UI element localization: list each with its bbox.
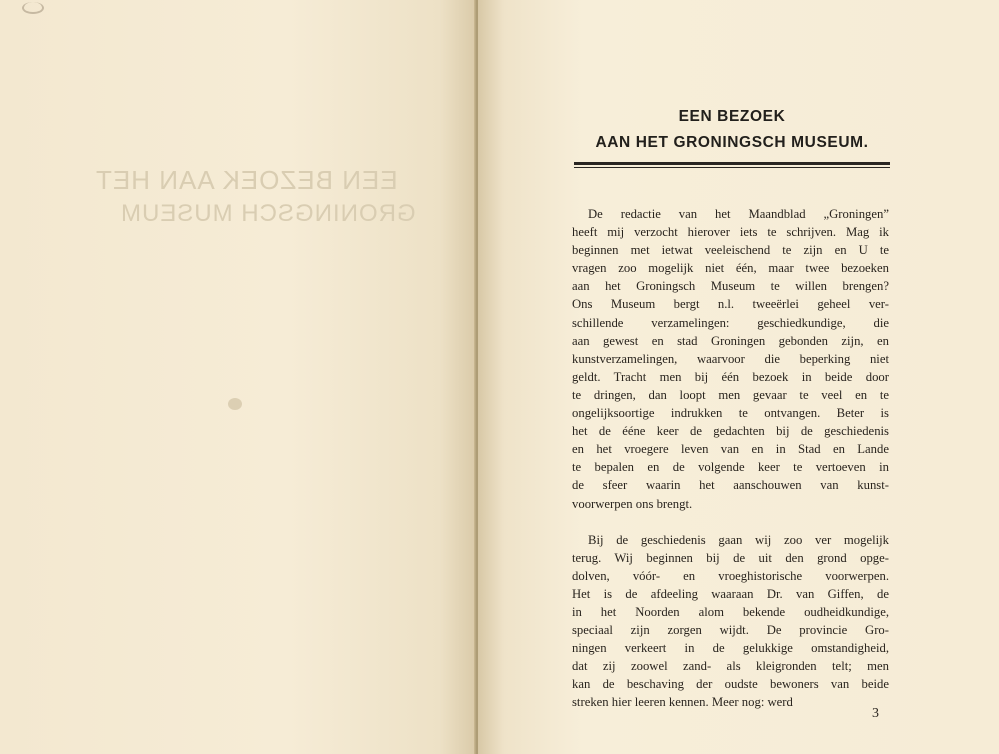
paragraph-1 (572, 205, 889, 513)
text-line: aan gewest en stad Groningen gebonden zijn, en (572, 333, 889, 348)
left-page (0, 0, 478, 754)
text-line: geldt. Tracht men bij één bezoek in beide door (572, 369, 889, 384)
text-line: heeft mij verzocht hierover iets te schrijven. Mag ik (572, 225, 889, 240)
text-line: beginnen met ietwat veeleischend te zijn en U te (572, 243, 889, 258)
text-line: terug. Wij beginnen bij de uit den grond opge- (572, 550, 889, 565)
title-rule-thick (574, 162, 890, 165)
text-line: te bepalen en de volgende keer te vertoeven in (572, 460, 889, 475)
text-line: kunstverzamelingen, waarvoor die beperking niet (572, 351, 889, 366)
text-line: te dringen, dan loopt men gevaar te veel en te (572, 387, 889, 402)
text-line: de sfeer waarin het aanschouwen van kunst- (572, 478, 889, 493)
text-line: Het is de afdeeling waaraan Dr. van Giffen, de (572, 586, 889, 601)
article-body (572, 205, 889, 712)
text-line: aan het Groningsch Museum te willen brengen? (572, 279, 889, 294)
text-line: ongelijksoortige indrukken te ontvangen. Beter is (572, 406, 889, 421)
text-line: Ons Museum bergt n.l. tweeërlei geheel ver- (572, 297, 889, 312)
text-line: Bij de geschiedenis gaan wij zoo ver mogelijk (588, 532, 889, 547)
page-title-block (574, 106, 890, 168)
bleed-through-title-2: GRONINGSCH MUSEUM (120, 200, 416, 227)
text-line: speciaal zijn zorgen wijdt. De provincie Gro- (572, 623, 889, 638)
text-line: in het Noorden alom bekende oudheidkundige, (572, 604, 889, 619)
text-line: De redactie van het Maandblad „Groningen” (588, 207, 889, 221)
paragraph-2 (572, 531, 889, 712)
text-line: schillende verzamelingen: geschiedkundige, die (572, 315, 889, 330)
page-number: 3 (872, 706, 879, 721)
bleed-through-title-1: EEN BEZOEK AAN HET (95, 165, 398, 195)
title-line-2: AAN HET GRONINGSCH MUSEUM. (595, 134, 869, 151)
text-line: dolven, vóór- en vroeghistorische voorwerpen. (572, 568, 889, 583)
text-line: en het vroegere leven van en in Stad en Lande (572, 442, 889, 457)
bleed-through-ornament (228, 398, 242, 410)
text-line: voorwerpen ons brengt. (572, 496, 693, 511)
text-line: streken hier leeren kennen. Meer nog: werd (572, 695, 793, 710)
corner-mark (22, 2, 44, 14)
text-line: dat zij zoowel zand- als kleigronden telt; men (572, 659, 889, 674)
text-line: ningen verkeert in de gelukkige omstandigheid, (572, 641, 889, 656)
title-rule-thin (574, 167, 890, 168)
title-line-1: EEN BEZOEK (678, 108, 786, 125)
text-line: het de ééne keer de gedachten bij de geschiedenis (572, 424, 889, 439)
text-line: kan de beschaving der oudste bewoners van beide (572, 677, 889, 692)
text-line: vragen zoo mogelijk niet één, maar twee bezoeken (572, 261, 889, 276)
